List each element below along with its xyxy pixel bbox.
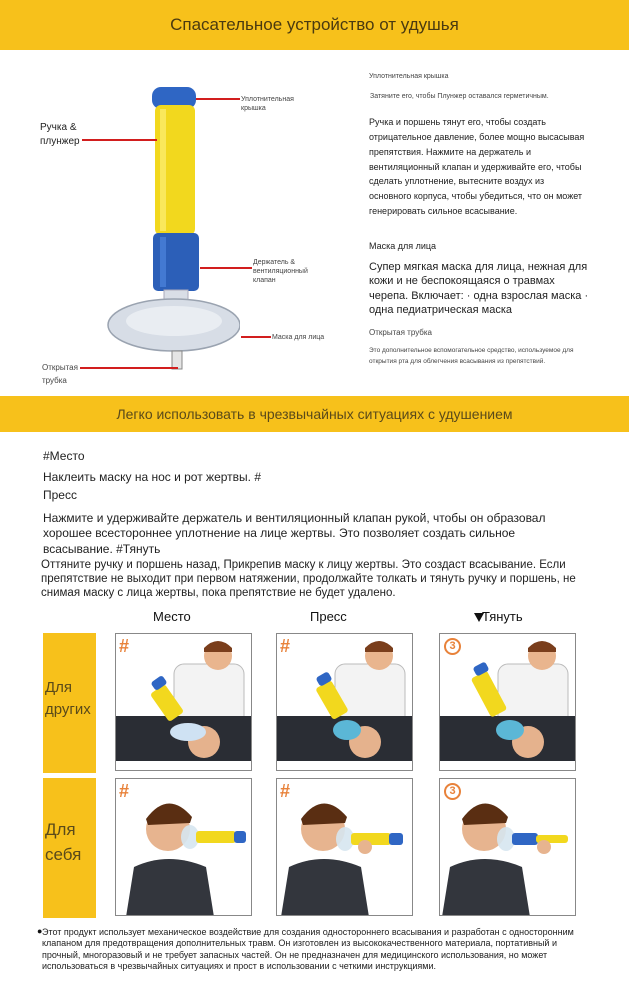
label-handle-plunger: Ручка & плунжер <box>40 122 80 147</box>
pointer-line-handle <box>82 139 157 141</box>
step-number-3-others: 3 <box>444 638 461 655</box>
step-mark-2-self: # <box>280 781 291 801</box>
desc-cap-title: Уплотнительная крышка <box>369 73 449 80</box>
row-tab-for-self-line1: Для <box>45 820 76 839</box>
pointer-line-holder <box>200 267 252 269</box>
scene-self-use-icon <box>277 779 413 916</box>
usage-banner-title: Легко использовать в чрезвычайных ситуациях с удушением <box>0 396 629 432</box>
device-illustration <box>100 85 240 375</box>
holder-valve-shape <box>153 233 199 291</box>
panel-self-pull <box>439 778 576 916</box>
desc-tube-title: Открытая трубка <box>369 328 432 337</box>
row-tab-for-others <box>43 633 96 773</box>
label-sealing-cap: Уплотнительная крышка <box>241 96 294 113</box>
panel-others-press <box>276 633 413 771</box>
instruction-press-text: Нажмите и удерживайте держатель и вентиляционный клапан рукой, чтобы он образовал хорошее всестороннее уплотнение на лице жертвы. Это позволяет создать сильное всасывание. #Тянуть <box>43 511 546 556</box>
column-header-pull <box>474 609 523 624</box>
desc-tube-text: Это дополнительное вспомогательное средство, используемое для открытия рта для облегчения всасывания из препятствий. <box>369 347 574 366</box>
panel-others-place <box>115 633 252 771</box>
step-mark-1-others: # <box>119 636 130 656</box>
panel-others-pull <box>439 633 576 771</box>
instruction-press-heading: Пресс <box>43 488 77 502</box>
row-tab-for-self <box>43 778 96 918</box>
desc-mask-text: Супер мягкая маска для лица, нежная для кожи и не беспокоящаяся о травмах черепа. Включает: · одна взрослая маска · одна педиатрическая маска <box>369 261 589 316</box>
label-holder-valve: Держатель & вентиляционный клапан <box>253 259 308 285</box>
scene-rescuer-victim-icon <box>116 634 252 771</box>
pointer-line-cap <box>196 98 240 100</box>
desc-cap-text: Затяните его, чтобы Плунжер оставался герметичным. <box>370 93 549 100</box>
panel-self-place <box>115 778 252 916</box>
pointer-line-tube <box>80 367 178 369</box>
step-number-3-self: 3 <box>444 783 461 800</box>
step-mark-1-self: # <box>119 781 130 801</box>
row-tab-for-others-line2: других <box>45 700 91 718</box>
footnote-bullet-icon: ● <box>37 926 43 936</box>
product-footnote: Этот продукт использует механическое воздействие для создания одностороннего всасывания и разработан с односторонним клапаном для предотвращения дополнительных травм. Он изготовлен из высококачественного материала, портативный и прочный, многоразовый и не требует запасных частей. Он не предназначен для медицинского использования, но может использоваться в чрезвычайных ситуациях и прост в использовании с четкими инструкциями. <box>42 927 574 971</box>
column-header-press: Пресс <box>310 609 347 624</box>
scene-self-use-icon <box>440 779 576 916</box>
scene-rescuer-victim-icon <box>277 634 413 771</box>
desc-mask-title: Маска для лица <box>369 241 437 251</box>
column-header-place: Место <box>153 609 191 624</box>
pointer-line-mask <box>241 336 271 338</box>
row-tab-for-others-line1: Для <box>45 679 73 696</box>
instruction-place-heading: #Место <box>43 449 85 463</box>
top-banner-title: Спасательное устройство от удушья <box>0 0 629 50</box>
row-tab-for-self-line2: себя <box>45 844 82 864</box>
column-header-pull-label: Тянуть <box>482 609 523 624</box>
label-face-mask: Маска для лица <box>272 334 325 341</box>
label-open-tube: Открытая трубка <box>42 363 78 385</box>
device-drawing <box>100 85 240 375</box>
scene-rescuer-victim-icon <box>440 634 576 771</box>
instruction-pull-text: Оттяните ручку и поршень назад, Прикрепив маску к лицу жертвы. Это создаст всасывание. Если препятствие не выходит при первом натяжении, продолжайте толкать и тянуть ручку и поршень, не снимая маску с лица жертвы, пока препятствие не будет удалено. <box>41 559 576 599</box>
instruction-place-text: Наклеить маску на нос и рот жертвы. # <box>43 470 261 484</box>
step-mark-2-others: # <box>280 636 291 656</box>
scene-self-use-icon <box>116 779 252 916</box>
desc-plunger-text: Ручка и поршень тянут его, чтобы создать отрицательное давление, более мощно высасывая препятствия. Нажмите на держатель и вентиляционный клапан и удерживайте его, чтобы сделать уплотнение, вытесните воздух из основного корпуса, чтобы убедиться, что он может генерировать сильное всасывание. <box>369 117 585 217</box>
panel-self-press <box>276 778 413 916</box>
